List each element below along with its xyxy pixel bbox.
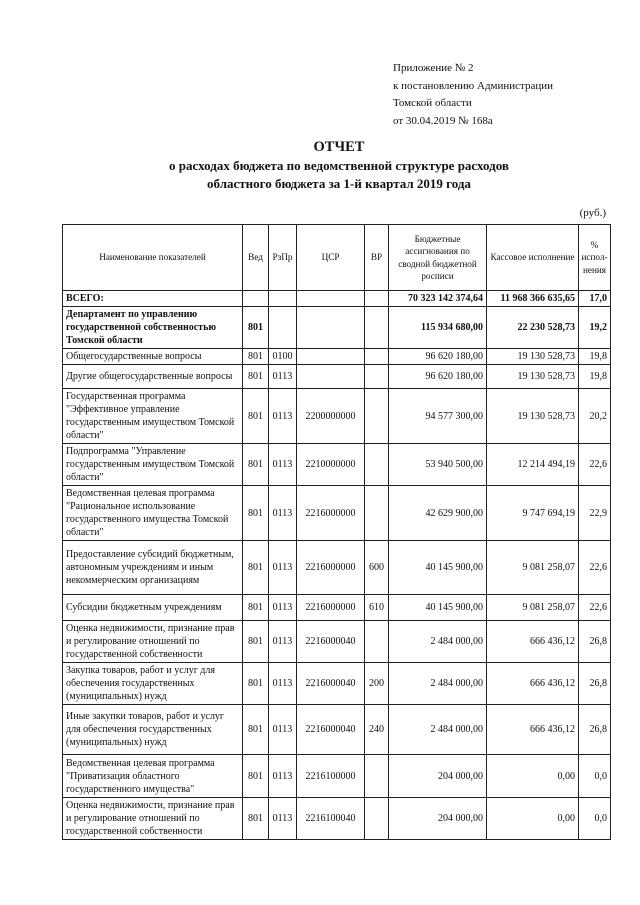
row-name-cell: Субсидии бюджетным учреждениям <box>63 595 243 621</box>
csr-cell: 2216000000 <box>297 486 365 541</box>
row-name-cell: Государственная программа "Эффективное управление государственным имуществом Томской области" <box>63 389 243 444</box>
vr-cell <box>365 365 389 389</box>
unit-label: (руб.) <box>579 207 606 219</box>
csr-cell: 2200000000 <box>297 389 365 444</box>
percent-cell: 19,2 <box>579 307 611 349</box>
ved-cell: 801 <box>243 349 269 365</box>
csr-cell: 2216000040 <box>297 663 365 705</box>
rzpr-cell: 0113 <box>269 621 297 663</box>
ved-cell: 801 <box>243 444 269 486</box>
col-header-ved: Вед <box>243 225 269 291</box>
ved-cell: 801 <box>243 621 269 663</box>
percent-cell: 19,8 <box>579 349 611 365</box>
row-name-cell: Иные закупки товаров, работ и услуг для обеспечения государственных (муниципальных) нужд <box>63 705 243 755</box>
appendix-line: к постановлению Администрации <box>393 79 554 92</box>
csr-cell: 2216000040 <box>297 705 365 755</box>
table-row <box>63 349 611 365</box>
ved-cell: 801 <box>243 486 269 541</box>
vr-cell: 610 <box>365 595 389 621</box>
col-header-rzpr: РзПр <box>269 225 297 291</box>
report-table <box>62 224 611 840</box>
budget-cell: 42 629 900,00 <box>389 486 487 541</box>
rzpr-cell <box>269 307 297 349</box>
row-name-cell: Оценка недвижимости, признание прав и регулирование отношений по государственной собственности <box>63 798 243 840</box>
percent-cell: 0,0 <box>579 755 611 798</box>
table-row <box>63 486 611 541</box>
table-header-row <box>63 225 611 291</box>
table-row <box>63 621 611 663</box>
table-row <box>63 389 611 444</box>
execution-cell: 9 081 258,07 <box>487 541 579 595</box>
budget-cell: 2 484 000,00 <box>389 621 487 663</box>
vr-cell <box>365 621 389 663</box>
table-row <box>63 365 611 389</box>
col-header-name: Наименование показателей <box>63 225 243 291</box>
csr-cell <box>297 365 365 389</box>
row-name-cell: Оценка недвижимости, признание прав и регулирование отношений по государственной собственности <box>63 621 243 663</box>
table-body <box>63 291 611 840</box>
row-name-cell: Другие общегосударственные вопросы <box>63 365 243 389</box>
rzpr-cell: 0113 <box>269 705 297 755</box>
rzpr-cell: 0113 <box>269 595 297 621</box>
budget-cell: 40 145 900,00 <box>389 595 487 621</box>
ved-cell: 801 <box>243 798 269 840</box>
row-name-cell: Ведомственная целевая программа "Рациональное использование государственного имущества Томской области" <box>63 486 243 541</box>
csr-cell: 2210000000 <box>297 444 365 486</box>
execution-cell: 9 747 694,19 <box>487 486 579 541</box>
percent-cell: 19,8 <box>579 365 611 389</box>
title-line: о расходах бюджета по ведомственной структуре расходов <box>169 157 509 173</box>
budget-cell: 96 620 180,00 <box>389 349 487 365</box>
ved-cell: 801 <box>243 595 269 621</box>
csr-cell: 2216100040 <box>297 798 365 840</box>
rzpr-cell: 0113 <box>269 365 297 389</box>
appendix-line: Приложение № 2 <box>393 62 474 74</box>
csr-cell: 2216000040 <box>297 621 365 663</box>
execution-cell: 19 130 528,73 <box>487 389 579 444</box>
appendix-block <box>393 60 553 130</box>
vr-cell: 200 <box>365 663 389 705</box>
csr-cell: 2216000000 <box>297 541 365 595</box>
col-header-percent: % испол- нения <box>579 225 611 291</box>
percent-cell: 22,6 <box>579 541 611 595</box>
rzpr-cell: 0113 <box>269 389 297 444</box>
table-row <box>63 444 611 486</box>
row-name-cell: Подпрограмма "Управление государственным имуществом Томской области" <box>63 444 243 486</box>
vr-cell <box>365 755 389 798</box>
percent-cell: 17,0 <box>579 291 611 307</box>
ved-cell: 801 <box>243 541 269 595</box>
execution-cell: 12 214 494,19 <box>487 444 579 486</box>
budget-cell: 204 000,00 <box>389 755 487 798</box>
title-main: ОТЧЕТ <box>313 139 365 155</box>
rzpr-cell: 0100 <box>269 349 297 365</box>
percent-cell: 26,8 <box>579 663 611 705</box>
ved-cell: 801 <box>243 389 269 444</box>
row-name-cell: Закупка товаров, работ и услуг для обеспечения государственных (муниципальных) нужд <box>63 663 243 705</box>
budget-cell: 53 940 500,00 <box>389 444 487 486</box>
execution-cell: 0,00 <box>487 755 579 798</box>
vr-cell <box>365 291 389 307</box>
csr-cell: 2216000000 <box>297 595 365 621</box>
row-name-cell: ВСЕГО: <box>63 291 243 307</box>
rzpr-cell: 0113 <box>269 444 297 486</box>
col-header-csr: ЦСР <box>297 225 365 291</box>
execution-cell: 666 436,12 <box>487 663 579 705</box>
vr-cell: 240 <box>365 705 389 755</box>
table-row <box>63 705 611 755</box>
execution-cell: 11 968 366 635,65 <box>487 291 579 307</box>
row-name-cell: Предоставление субсидий бюджетным, автономным учреждениям и иным некоммерческим организациям <box>63 541 243 595</box>
csr-cell <box>297 291 365 307</box>
execution-cell: 0,00 <box>487 798 579 840</box>
percent-cell: 26,8 <box>579 621 611 663</box>
table-row <box>63 307 611 349</box>
budget-cell: 94 577 300,00 <box>389 389 487 444</box>
execution-cell: 19 130 528,73 <box>487 349 579 365</box>
percent-cell: 22,6 <box>579 595 611 621</box>
csr-cell <box>297 349 365 365</box>
rzpr-cell: 0113 <box>269 663 297 705</box>
vr-cell <box>365 444 389 486</box>
appendix-line: Томской области <box>393 97 472 109</box>
csr-cell <box>297 307 365 349</box>
appendix-line: от 30.04.2019 № 168а <box>393 114 493 127</box>
vr-cell <box>365 349 389 365</box>
percent-cell: 22,9 <box>579 486 611 541</box>
budget-cell: 204 000,00 <box>389 798 487 840</box>
percent-cell: 0,0 <box>579 798 611 840</box>
percent-cell: 26,8 <box>579 705 611 755</box>
execution-cell: 19 130 528,73 <box>487 365 579 389</box>
execution-cell: 666 436,12 <box>487 705 579 755</box>
rzpr-cell: 0113 <box>269 755 297 798</box>
table-row <box>63 663 611 705</box>
execution-cell: 9 081 258,07 <box>487 595 579 621</box>
budget-cell: 96 620 180,00 <box>389 365 487 389</box>
row-name-cell: Общегосударственные вопросы <box>63 349 243 365</box>
row-name-cell: Ведомственная целевая программа "Приватизация областного государственного имущества" <box>63 755 243 798</box>
table-row <box>63 291 611 307</box>
ved-cell <box>243 291 269 307</box>
report-title <box>62 138 616 194</box>
budget-cell: 115 934 680,00 <box>389 307 487 349</box>
ved-cell: 801 <box>243 365 269 389</box>
budget-cell: 2 484 000,00 <box>389 663 487 705</box>
rzpr-cell: 0113 <box>269 798 297 840</box>
row-name-cell: Департамент по управлению государственной собственностью Томской области <box>63 307 243 349</box>
table-row <box>63 595 611 621</box>
percent-cell: 20,2 <box>579 389 611 444</box>
budget-cell: 70 323 142 374,64 <box>389 291 487 307</box>
percent-cell: 22,6 <box>579 444 611 486</box>
rzpr-cell <box>269 291 297 307</box>
vr-cell: 600 <box>365 541 389 595</box>
ved-cell: 801 <box>243 307 269 349</box>
col-header-vr: ВР <box>365 225 389 291</box>
ved-cell: 801 <box>243 663 269 705</box>
vr-cell <box>365 486 389 541</box>
csr-cell: 2216100000 <box>297 755 365 798</box>
execution-cell: 22 230 528,73 <box>487 307 579 349</box>
rzpr-cell: 0113 <box>269 541 297 595</box>
budget-cell: 2 484 000,00 <box>389 705 487 755</box>
table-row <box>63 541 611 595</box>
ved-cell: 801 <box>243 755 269 798</box>
table-row <box>63 798 611 840</box>
vr-cell <box>365 389 389 444</box>
col-header-execution: Кассовое исполнение <box>487 225 579 291</box>
vr-cell <box>365 798 389 840</box>
execution-cell: 666 436,12 <box>487 621 579 663</box>
rzpr-cell: 0113 <box>269 486 297 541</box>
ved-cell: 801 <box>243 705 269 755</box>
table-row <box>63 755 611 798</box>
col-header-budget: Бюджетные ассигнования по сводной бюджетной росписи <box>389 225 487 291</box>
title-line: областного бюджета за 1-й квартал 2019 года <box>207 176 471 191</box>
vr-cell <box>365 307 389 349</box>
budget-cell: 40 145 900,00 <box>389 541 487 595</box>
